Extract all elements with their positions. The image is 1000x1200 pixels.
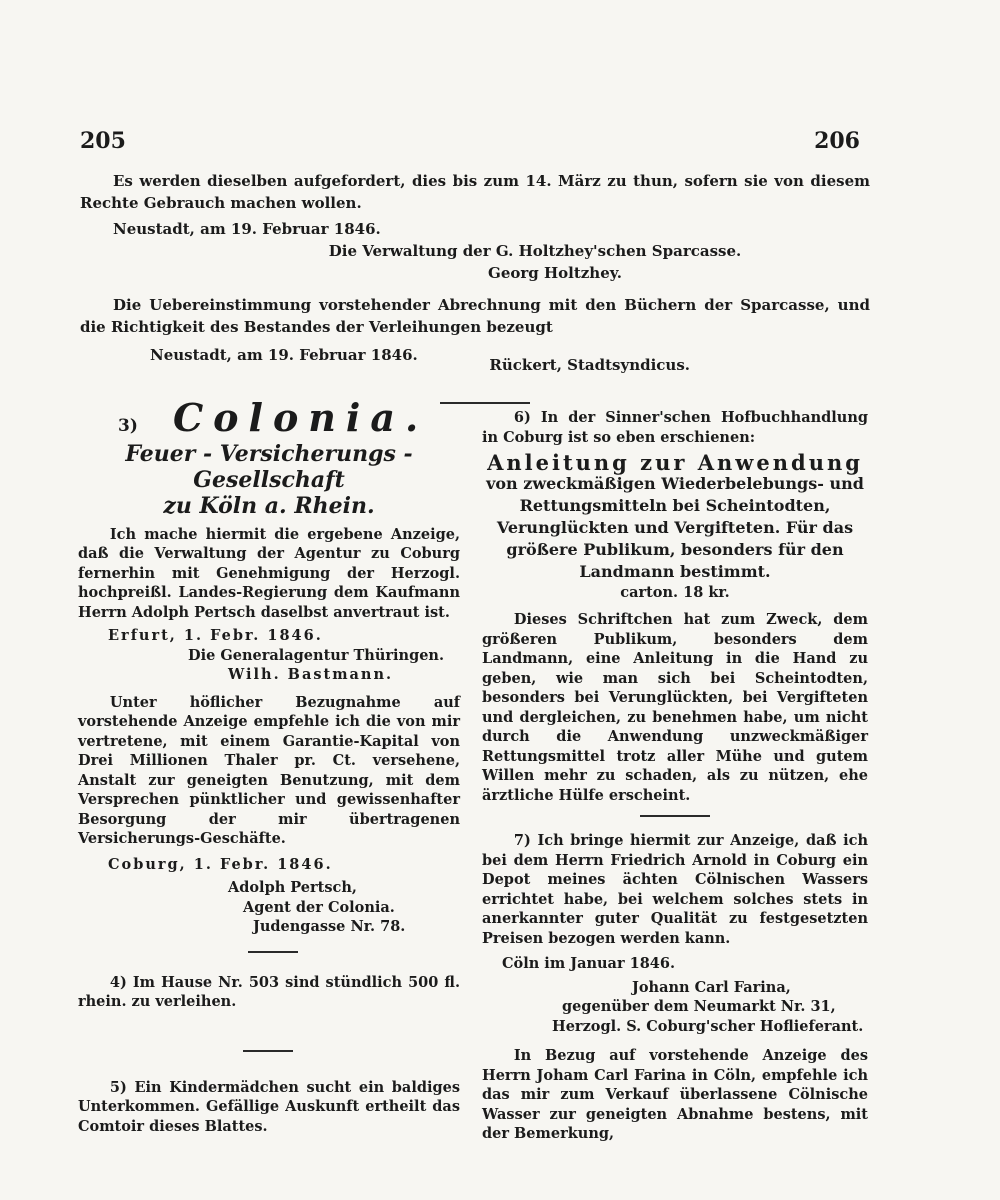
- book-price: carton. 18 kr.: [620, 583, 730, 601]
- agency-announcement: Ich mache hiermit die ergebene Anzeige, daß die Verwaltung der Agentur zu Coburg fernerhin mit Genehmigung der Herzogl. hochpreißl. Landes-Regierung dem Kaufmann Herrn Adolph Pertsch daselbst anvertraut ist.: [78, 525, 460, 621]
- farina-name: Johann Carl Farina,: [632, 978, 791, 996]
- book-subtitle: von zweckmäßigen Wiederbelebungs- und Rettungsmitteln bei Scheintodten, Verunglückten und Vergifteten. Für das größere Publikum, besonders für den Landmann bestimmt.: [486, 473, 864, 581]
- item-4-text: 4) Im Hause Nr. 503 sind stündlich 500 fl. rhein. zu verleihen.: [78, 973, 460, 1010]
- insurance-company-name: Feuer - Versicherungs - Gesellschaft: [125, 440, 413, 493]
- pertsch-title: Agent der Colonia.: [243, 898, 395, 916]
- right-column: [482, 408, 868, 1144]
- date-neustadt-2: Neustadt, am 19. Februar 1846.: [150, 346, 418, 364]
- signer-line: Georg Holtzhey.: [488, 264, 622, 282]
- erfurt-date: Erfurt, 1. Febr. 1846.: [108, 627, 323, 644]
- koeln-date: Cöln im Januar 1846.: [502, 955, 676, 972]
- notice-line: Es werden dieselben aufgefordert, dies bis zum 14. März zu thun, sofern sie von diesem Rechte Gebrauch machen wollen.: [80, 172, 870, 212]
- page-number-left: 205: [80, 128, 126, 154]
- insurance-company-city: zu Köln a. Rhein.: [163, 492, 375, 519]
- item-7-text: 7) Ich bringe hiermit zur Anzeige, daß ich bei dem Herrn Friedrich Arnold in Coburg ein Depot meines ächten Cölnischen Wassers errichtet habe, bei welchem solches stets in anerkannter guter Qualität zu festgesetzten Preisen bezogen werden kann.: [482, 832, 868, 947]
- bastmann-signature: Wilh. Bastmann.: [228, 666, 394, 683]
- pertsch-signature: Adolph Pertsch,: [228, 879, 357, 896]
- item-3-number: 3): [118, 416, 138, 436]
- page-number-right: 206: [814, 128, 860, 154]
- item-5-text: 5) Ein Kindermädchen sucht ein baldiges Unterkommen. Gefällige Auskunft ertheilt das Comtoir dieses Blattes.: [78, 1078, 460, 1135]
- general-agency: Die Generalagentur Thüringen.: [188, 646, 445, 664]
- official-signature: Rückert, Stadtsyndicus.: [489, 356, 690, 374]
- bezug-paragraph: In Bezug auf vorstehende Anzeige des Herrn Joham Carl Farina in Cöln, empfehle ich das mir zum Verkauf überlassene Cölnische Wasser zur geneigten Abnahme bestens, mit der Bemerkung,: [482, 1047, 868, 1142]
- divider-3-4: [248, 951, 298, 953]
- date-neustadt-1: Neustadt, am 19. Februar 1846.: [113, 220, 381, 238]
- left-column: [78, 395, 460, 1136]
- agent-recommendation: Unter höflicher Bezugnahme auf vorstehende Anzeige empfehle ich die von mir vertretene, mit einem Garantie-Kapital von Drei Millionen Thaler pr. Ct. versehene, Anstalt zur geneigten Benutzung, mit dem Versprechen pünktlicher und gewissenhafter Besorgung der mir übertragenen Versicherungs-Geschäfte.: [78, 693, 460, 847]
- divider-6-7: [640, 815, 710, 817]
- top-section: [80, 170, 870, 376]
- book-title: Anleitung zur Anwendung: [487, 450, 863, 475]
- confirm-paragraph: Die Uebereinstimmung vorstehender Abrechnung mit den Büchern der Sparcasse, und die Richtigkeit des Bestandes der Verleihungen bezeugt: [80, 296, 870, 336]
- divider-4-5: [243, 1050, 293, 1052]
- colonia-title: Colonia.: [172, 395, 429, 440]
- colonia-heading: [78, 395, 460, 440]
- date-signature-row: [80, 344, 870, 376]
- farina-address: gegenüber dem Neumarkt Nr. 31,: [562, 998, 836, 1015]
- section-divider: [440, 402, 530, 404]
- item-6-intro: 6) In der Sinner'schen Hofbuchhandlung in Coburg ist so eben erschienen:: [482, 409, 868, 446]
- book-description: Dieses Schriftchen hat zum Zweck, dem größeren Publikum, besonders dem Landmann, eine Anleitung in die Hand zu geben, wie man sich bei Scheintodten, besonders bei Verunglückten, bei Vergifteten und dergleichen, zu benehmen habe, um nicht durch die Anwendung unzweckmäßiger Rettungsmittel trotz aller Mühe und gutem Willen mehr zu schaden, als zu nützen, ehe ärztliche Hülfe erscheint.: [482, 611, 868, 804]
- farina-title: Herzogl. S. Coburg'scher Hoflieferant.: [552, 1017, 864, 1035]
- coburg-date: Coburg, 1. Febr. 1846.: [108, 855, 333, 873]
- admin-line: Die Verwaltung der G. Holtzhey'schen Sparcasse.: [328, 242, 742, 260]
- pertsch-address: Judengasse Nr. 78.: [253, 918, 406, 935]
